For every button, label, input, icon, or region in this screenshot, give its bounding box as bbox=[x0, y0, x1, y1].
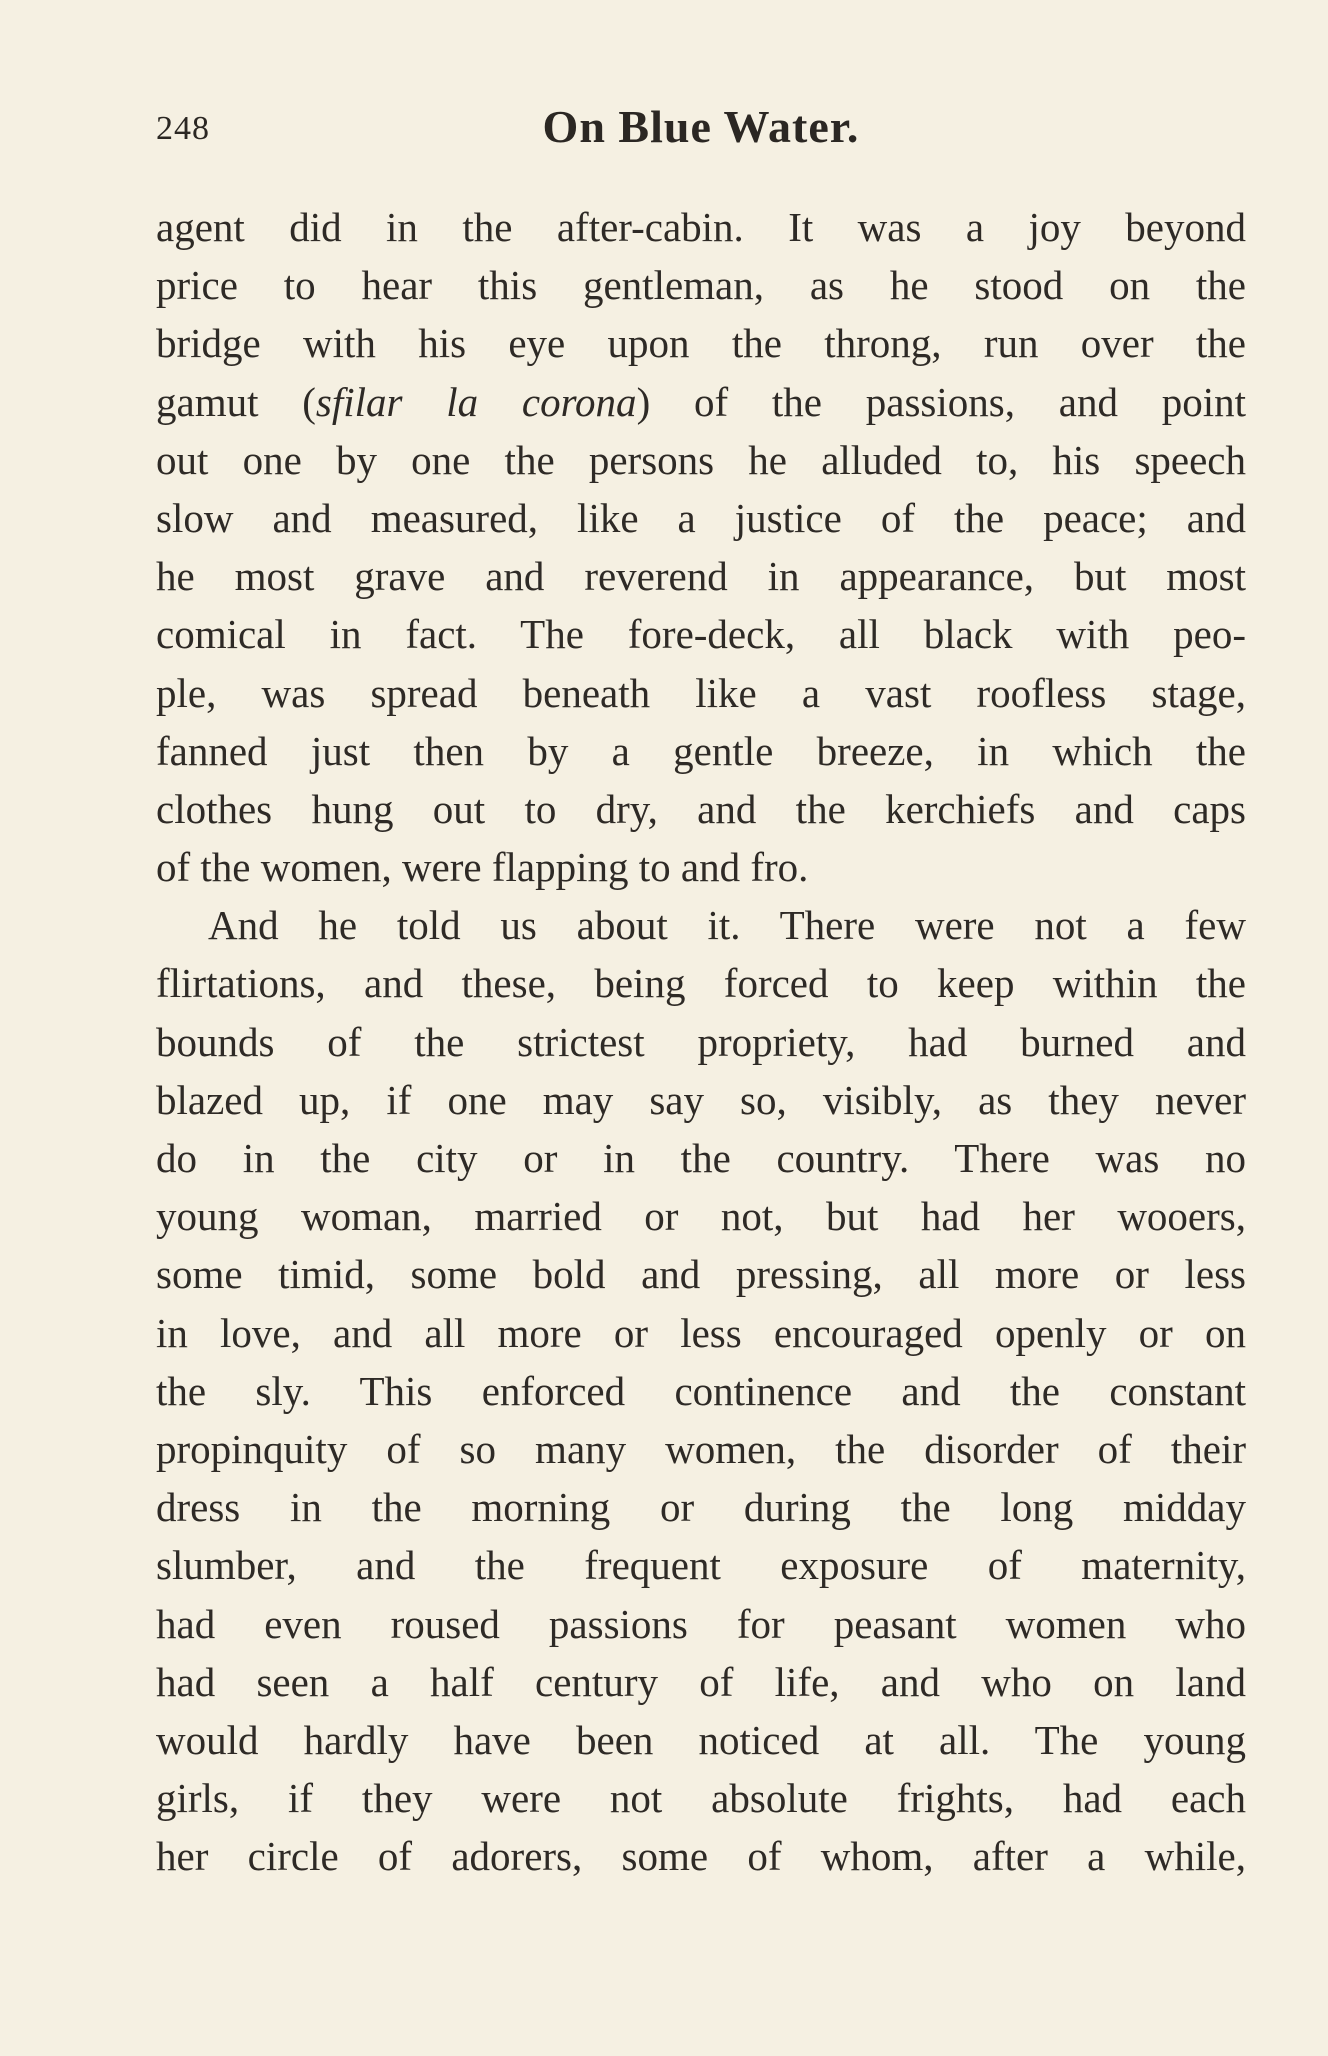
text-line: slumber, and the frequent exposure of maternity, bbox=[156, 1542, 1246, 1589]
page-number: 248 bbox=[156, 110, 210, 147]
text-line: ple, was spread beneath like a vast roofless stage, bbox=[156, 669, 1246, 716]
text-line bbox=[156, 373, 1246, 431]
text-line: dress in the morning or during the long midday bbox=[156, 1484, 1246, 1531]
running-head bbox=[156, 100, 1246, 160]
text-line: bounds of the strictest propriety, had burned and bbox=[156, 1018, 1246, 1065]
text-line: price to hear this gentleman, as he stood on the bbox=[156, 262, 1246, 309]
text-line: the sly. This enforced continence and the constant bbox=[156, 1367, 1246, 1414]
text-line: blazed up, if one may say so, visibly, as they never bbox=[156, 1076, 1246, 1123]
text-line-part: gamut ( bbox=[156, 378, 316, 425]
text-line-part: ) of the passions, and point bbox=[636, 378, 1246, 425]
italic-phrase: sfilar la corona bbox=[315, 378, 637, 425]
text-line: agent did in the after-cabin. It was a joy beyond bbox=[156, 204, 1246, 250]
text-line: out one by one the persons he alluded to, his speech bbox=[156, 436, 1246, 483]
text-line: had seen a half century of life, and who on land bbox=[156, 1658, 1246, 1705]
text-line: fanned just then by a gentle breeze, in which the bbox=[156, 727, 1246, 774]
text-line: girls, if they were not absolute frights, had each bbox=[156, 1775, 1246, 1822]
text-line: bridge with his eye upon the throng, run over the bbox=[156, 320, 1246, 367]
paragraph-end-line: of the women, were flapping to and fro. bbox=[156, 844, 809, 891]
text-line: slow and measured, like a justice of the peace; and bbox=[156, 494, 1246, 541]
text-line: he most grave and reverend in appearance, but most bbox=[156, 553, 1246, 600]
text-line: would hardly have been noticed at all. The young bbox=[156, 1716, 1246, 1763]
text-line: had even roused passions for peasant women who bbox=[156, 1600, 1246, 1647]
text-line: young woman, married or not, but had her wooers, bbox=[156, 1193, 1246, 1240]
text-line: propinquity of so many women, the disorder of their bbox=[156, 1425, 1246, 1472]
text-line: comical in fact. The fore-deck, all black with peo- bbox=[156, 611, 1246, 658]
body-text bbox=[156, 198, 1246, 1885]
text-line: flirtations, and these, being forced to keep within the bbox=[156, 960, 1246, 1007]
text-line: do in the city or in the country. There was no bbox=[156, 1135, 1246, 1181]
paragraph-start-line: And he told us about it. There were not a few bbox=[208, 902, 1246, 949]
book-title: On Blue Water. bbox=[542, 101, 860, 152]
text-line: some timid, some bold and pressing, all more or less bbox=[156, 1251, 1246, 1298]
text-line: in love, and all more or less encouraged openly or on bbox=[156, 1309, 1246, 1356]
text-line: clothes hung out to dry, and the kerchiefs and caps bbox=[156, 785, 1246, 832]
text-line: her circle of adorers, some of whom, after a while, bbox=[156, 1833, 1246, 1880]
